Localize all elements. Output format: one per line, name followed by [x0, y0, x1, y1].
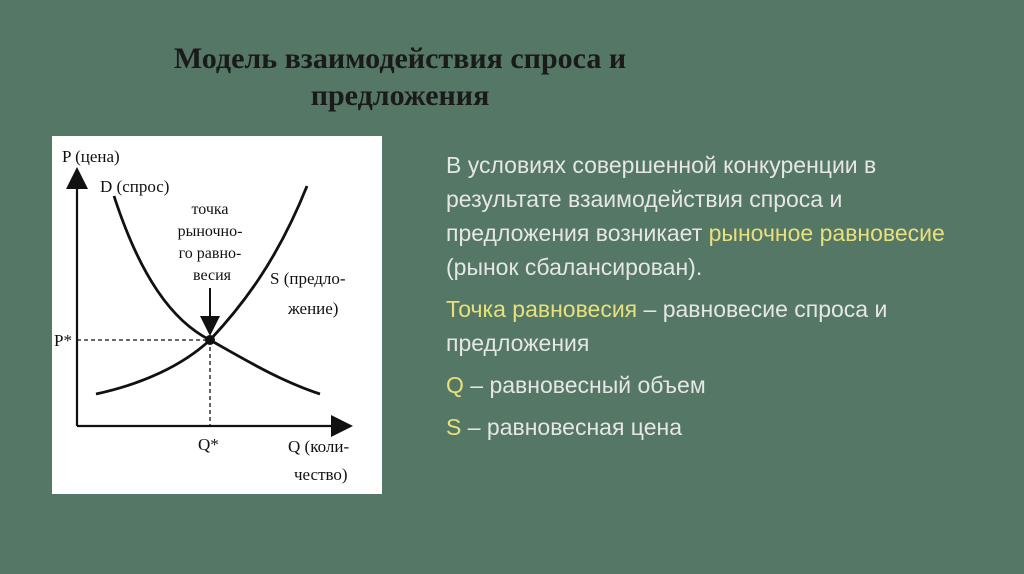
slide-title: Модель взаимодействия спроса и предложения [173, 42, 627, 112]
highlight-s: S [446, 414, 462, 440]
q-axis-label: Q (коли- чество) [288, 437, 350, 484]
p-star-label: P* [54, 331, 72, 350]
q-star-label: Q* [198, 435, 219, 454]
paragraph-market-equilibrium: В условиях совершенной конкуренции в результате взаимодействия спроса и предложения возникает рыночное равновесие (рынок сбалансирован). [446, 152, 945, 280]
demand-label: D (спрос) [100, 177, 170, 196]
body-text [446, 148, 986, 452]
paragraph-s: S – равновесная цена [446, 414, 682, 440]
highlight-equilibrium-point: Точка равновесия [446, 296, 638, 322]
highlight-market-equilibrium: рыночное равновесие [708, 220, 945, 246]
paragraph-equilibrium-point: Точка равновесия – равновесие спроса и предложения [446, 296, 888, 356]
supply-label: S (предло- жение) [270, 269, 346, 318]
supply-demand-diagram [52, 136, 382, 494]
p-axis-label: P (цена) [62, 147, 120, 166]
highlight-q: Q [446, 372, 464, 398]
equilibrium-label: точка рыночно- го равно- весия [177, 201, 243, 284]
paragraph-q: Q – равновесный объем [446, 372, 706, 398]
